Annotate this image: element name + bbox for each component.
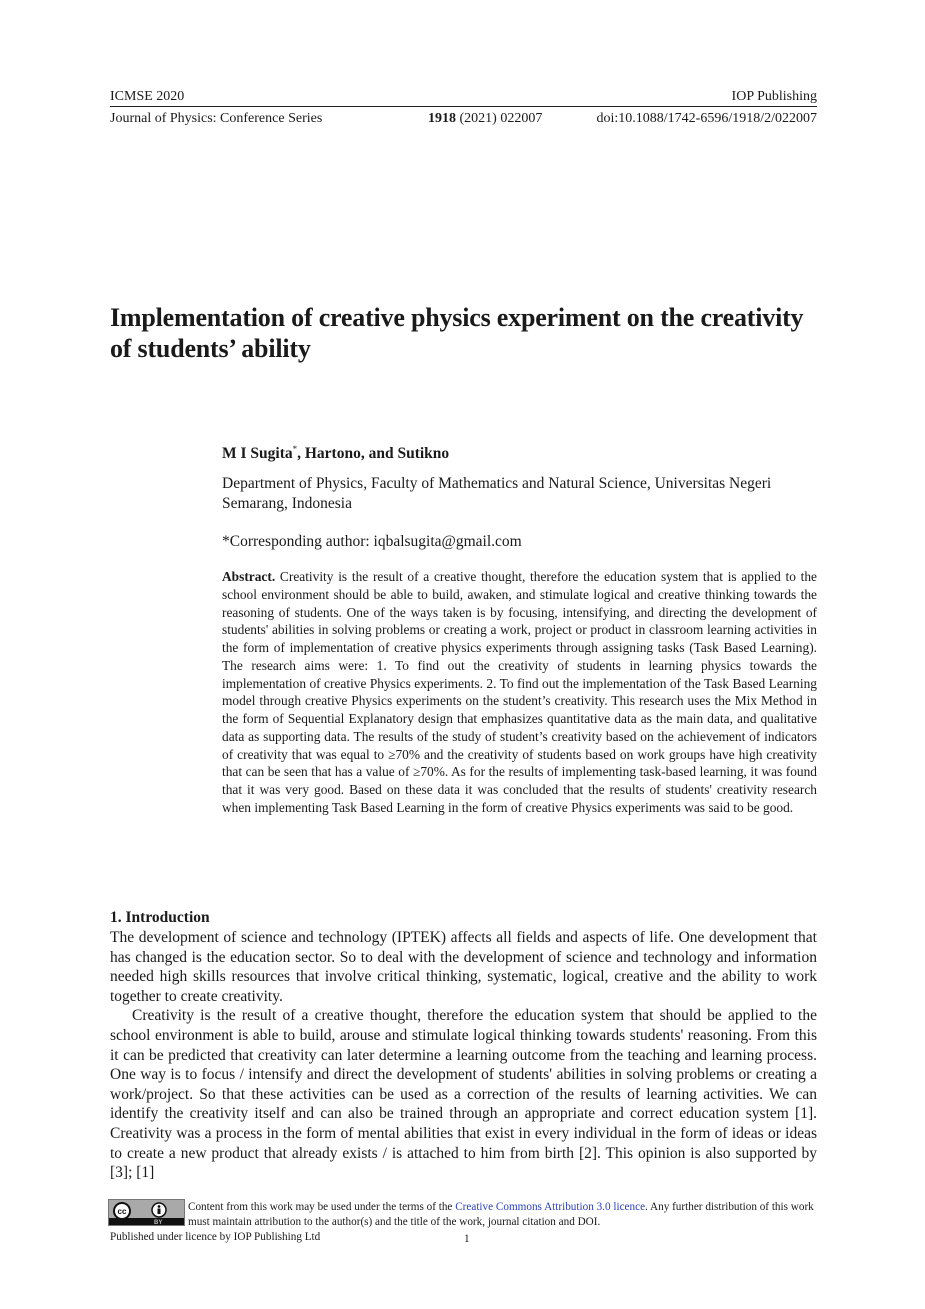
section-heading: 1. Introduction — [110, 909, 210, 926]
section-body — [110, 928, 817, 1183]
running-header-top — [110, 89, 817, 105]
page-number: 1 — [464, 1233, 470, 1245]
header-rule — [110, 106, 817, 107]
abstract-text: Creativity is the result of a creative thought, therefore the education system that is applied to the school environment should be able to build, awaken, and stimulate logical and creative thinking towards the reasoning of students. One of the ways taken is by focusing, intensifying, and directing the development of students' abilities in solving problems or creating a work, project or product in classroom learning activities in the form of implementation of creative physics experiments through assigning tasks (Task Based Learning). The research aims were: 1. To find out the creativity of students in learning physics towards the implementation of creative Physics experiments. 2. To find out the implementation of the Task Based Learning model through creative Physics experiments on the student’s creativity. This research uses the Mix Method in the form of Sequential Explanatory design that emphasizes quantitative data as the main data, and qualitative data as supporting data. The results of the study of student’s creativity based on the achievement of indicators of creativity that was equal to ≥70% and the creativity of students based on work groups have high creativity that can be seen that has a value of ≥70%. As for the results of implementing task-based learning, it was found that it was very good. Based on these data it was concluded that the results of students' creativity research when implementing Task Based Learning in the form of creative Physics experiments was said to be good. — [222, 569, 817, 815]
paper-title: Implementation of creative physics experiment on the creativity of students’ ability — [110, 303, 804, 363]
corresponding-mark: * — [292, 444, 298, 454]
conference-name: ICMSE 2020 — [110, 89, 185, 104]
svg-text:cc: cc — [117, 1207, 127, 1216]
license-text-before: Content from this work may be used under the terms of the — [188, 1201, 456, 1213]
year-article: (2021) 022007 — [459, 111, 543, 126]
license-link[interactable]: Creative Commons Attribution 3.0 licence — [455, 1201, 646, 1213]
volume-info — [428, 111, 542, 127]
abstract — [222, 568, 817, 817]
license-text-after: . Any further distribution of this work must maintain attribution to the author(s) and the title of the work, journal citation and DOI. — [188, 1201, 814, 1228]
journal-name: Journal of Physics: Conference Series — [110, 111, 323, 126]
cc-logo-icon — [109, 1200, 184, 1220]
running-header-bottom — [110, 111, 817, 127]
author-first: M I Sugita — [222, 445, 293, 463]
corresponding-author: *Corresponding author: iqbalsugita@gmail.com — [222, 533, 522, 550]
paragraph: The development of science and technology (IPTEK) affects all fields and aspects of life. One development that has changed is the education sector. So to deal with the development of science and technology and information needed high skills resources that involve critical thinking, systematic, logical, creative and the ability to work together to create creativity. — [110, 929, 817, 1005]
author-rest: , Hartono, and Sutikno — [297, 445, 450, 463]
abstract-label: Abstract. — [222, 569, 276, 584]
author-list — [222, 444, 449, 463]
cc-by-icon[interactable] — [108, 1199, 185, 1226]
license-notice — [188, 1200, 818, 1229]
badge-strip — [109, 1218, 184, 1225]
paragraph: Creativity is the result of a creative thought, therefore the education system that should be applied to the school environment is able to build, arouse and stimulate logical thinking towards students' reasoning. From this it can be predicted that creativity can later determine a learning outcome from the teaching and learning process. One way is to focus / intensify and direct the development of students' abilities in solving problems or creating a work/project. So that these activities can be used as a correction of the results of learning activities. We can identify the creativity itself and can also be trained through an appropriate and correct education system [1]. Creativity was a process in the form of mental abilities that exist in every individual in the form of ideas or ideas to create a new product that already exists / is attached to him from birth [2]. This opinion is also supported by [3]; [1] — [110, 1007, 817, 1182]
publisher-name: IOP Publishing — [731, 89, 817, 104]
doi[interactable]: doi:10.1088/1742-6596/1918/2/022007 — [596, 111, 817, 126]
volume-number: 1918 — [428, 111, 456, 126]
affiliation: Department of Physics, Faculty of Mathematics and Natural Science, Universitas Negeri Semarang, Indonesia — [222, 475, 772, 512]
by-label: BY — [154, 1220, 163, 1226]
published-by: Published under licence by IOP Publishing Ltd — [110, 1231, 321, 1243]
